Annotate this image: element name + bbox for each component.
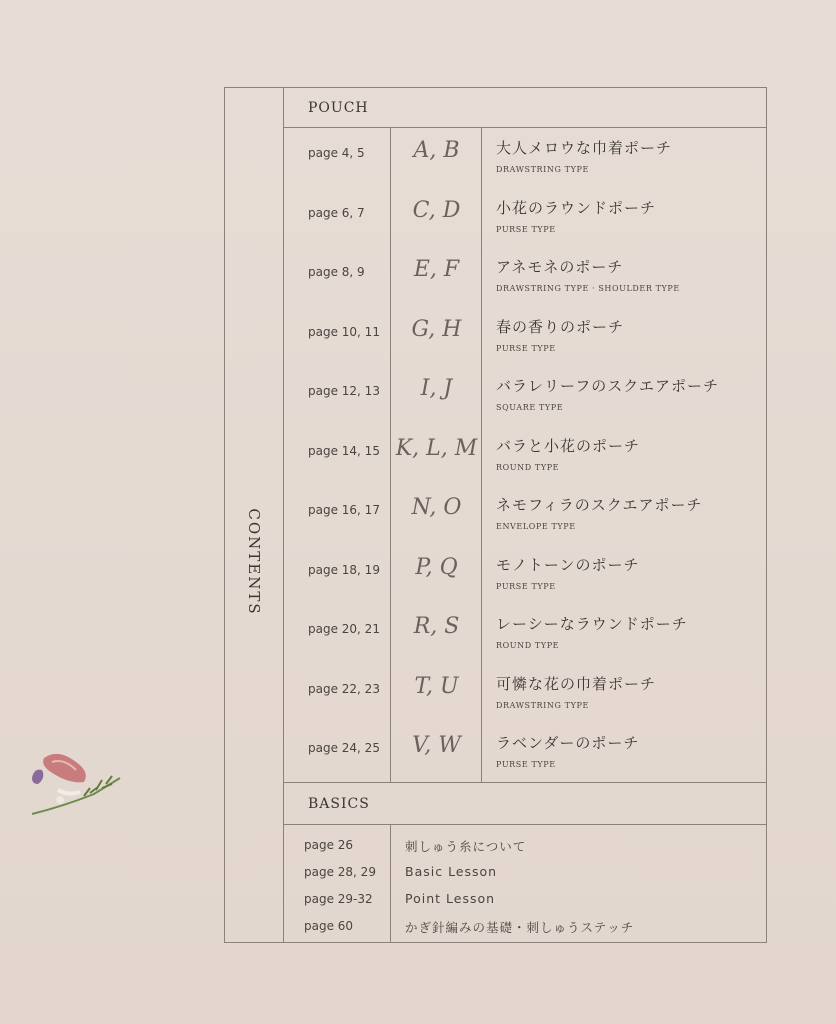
table-row[interactable]	[284, 366, 766, 426]
item-label: 刺しゅう糸について	[405, 839, 527, 854]
table-row[interactable]	[284, 128, 766, 188]
table-row[interactable]	[284, 859, 766, 886]
item-title: アネモネのポーチ	[496, 258, 624, 276]
item-letters: R, S	[413, 614, 460, 639]
item-title: モノトーンのポーチ	[496, 555, 640, 574]
item-letters: N, O	[411, 495, 462, 520]
table-row[interactable]	[284, 545, 766, 605]
item-letters: A, B	[413, 138, 460, 163]
page-number: page 24, 25	[308, 741, 380, 755]
basics-heading: BASICS	[284, 782, 766, 825]
table-row[interactable]	[284, 188, 766, 248]
item-letters: I, J	[420, 376, 453, 401]
item-type: ROUND TYPE	[496, 641, 560, 650]
item-letters: E, F	[413, 257, 460, 282]
table-row[interactable]	[284, 485, 766, 545]
table-row[interactable]	[284, 886, 766, 913]
page-number: page 29-32	[304, 892, 373, 906]
item-title: 小花のラウンドポーチ	[496, 198, 657, 217]
table-row[interactable]	[284, 604, 766, 664]
page-number: page 12, 13	[308, 384, 380, 398]
item-label: Basic Lesson	[405, 864, 498, 879]
page-number: page 20, 21	[308, 622, 380, 636]
page-number: page 8, 9	[308, 265, 365, 279]
item-letters: V, W	[412, 733, 461, 758]
item-title: 大人メロウな巾着ポーチ	[496, 139, 673, 157]
page-number: page 22, 23	[308, 681, 380, 696]
item-type: PURSE TYPE	[496, 224, 556, 234]
item-type: ENVELOPE TYPE	[496, 522, 576, 531]
item-type: DRAWSTRING TYPE · SHOULDER TYPE	[496, 284, 680, 293]
item-type: PURSE TYPE	[496, 581, 556, 591]
table-row[interactable]	[284, 247, 766, 307]
page-number: page 60	[304, 919, 354, 933]
page-number: page 14, 15	[308, 443, 380, 458]
item-label: Point Lesson	[405, 891, 496, 906]
item-type: SQUARE TYPE	[496, 403, 564, 412]
contents-table	[224, 87, 767, 943]
item-letters: P, Q	[415, 554, 458, 580]
table-row[interactable]	[284, 913, 766, 940]
table-row[interactable]	[284, 426, 766, 486]
table-row[interactable]	[284, 664, 766, 724]
item-letters: K, L, M	[395, 435, 478, 461]
item-title: バラと小花のポーチ	[496, 436, 641, 455]
pouch-heading: POUCH	[284, 88, 766, 128]
item-type: ROUND TYPE	[496, 462, 560, 472]
page-number: page 10, 11	[308, 324, 380, 339]
item-label: かぎ針編みの基礎・刺しゅうステッチ	[405, 920, 635, 935]
page-number: page 4, 5	[308, 146, 365, 160]
item-title: バラレリーフのスクエアポーチ	[496, 377, 719, 395]
pouch-list	[284, 128, 766, 782]
table-row[interactable]	[284, 832, 766, 859]
basics-list	[284, 825, 766, 942]
table-row[interactable]	[284, 307, 766, 367]
page-number: page 18, 19	[308, 562, 380, 577]
page-number: page 6, 7	[308, 205, 365, 220]
item-title: ラベンダーのポーチ	[496, 734, 640, 752]
page-number: page 28, 29	[304, 865, 376, 879]
page-number: page 16, 17	[308, 503, 380, 517]
item-letters: C, D	[412, 197, 461, 223]
item-title: 春の香りのポーチ	[496, 317, 625, 336]
item-letters: T, U	[414, 673, 459, 699]
item-type: PURSE TYPE	[496, 343, 556, 353]
table-row[interactable]	[284, 723, 766, 783]
item-type: DRAWSTRING TYPE	[496, 165, 589, 174]
item-letters: G, H	[411, 316, 462, 342]
contents-label: CONTENTS	[245, 508, 263, 616]
contents-sidebar	[225, 88, 284, 942]
item-title: レーシーなラウンドポーチ	[496, 615, 688, 633]
item-type: DRAWSTRING TYPE	[496, 700, 589, 710]
item-title: 可憐な花の巾着ポーチ	[496, 674, 657, 693]
item-type: PURSE TYPE	[496, 760, 556, 769]
flower-icon	[24, 748, 124, 818]
page-number: page 26	[304, 838, 354, 852]
item-title: ネモフィラのスクエアポーチ	[496, 496, 703, 514]
